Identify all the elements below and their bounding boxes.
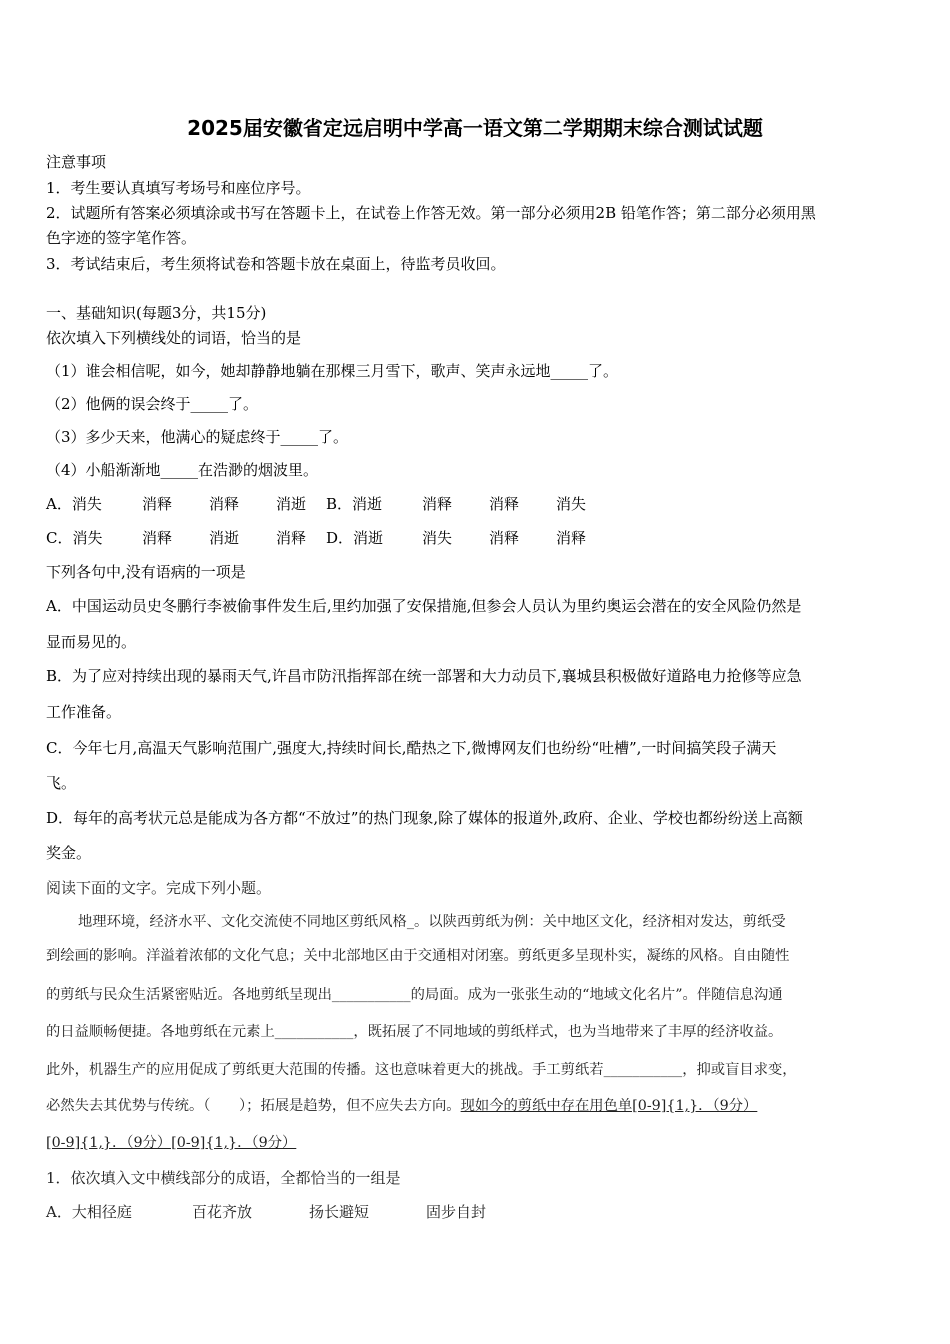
q1-option-a-word: 消逝 <box>276 495 307 513</box>
option-a-word: 扬长避短 <box>309 1203 370 1221</box>
notice-item-2-cont: 色字迹的签字笔作答。 <box>46 229 197 247</box>
q1-sentence-1: （1）谁会相信呢，如今，她却静静地躺在那棵三月雪下，歌声、笑声永远地_____了。 <box>46 362 619 380</box>
q1-option-b-word: 消释 <box>422 495 453 513</box>
q1-option-d: D．消逝 <box>326 529 384 547</box>
q1-option-a: A．消失 <box>46 495 102 513</box>
option-a-word: 固步自封 <box>426 1203 487 1221</box>
reading-paragraph-line: 此外，机器生产的应用促成了剪纸更大范围的传播。这也意味着更大的挑战。手工剪纸若___________，抑或盲目求变， <box>46 1062 797 1078</box>
reading-text: 必然失去其优势与传统。（ ）；拓展是趋势，但不应失去方向。 <box>46 1098 461 1114</box>
q2-stem: 下列各句中,没有语病的一项是 <box>46 563 246 581</box>
q1-option-a-word: 消释 <box>142 495 173 513</box>
q2-option-a-cont: 显而易见的。 <box>46 633 137 651</box>
reading-paragraph-line: 到绘画的影响。洋溢着浓郁的文化气息；关中北部地区由于交通相对闭塞。剪纸更多呈现朴实，凝练的风格。自由随性 <box>46 948 790 964</box>
q1-options-cd <box>46 528 586 548</box>
q2-option-d: D．每年的高考状元总是能成为各方都“不放过”的热门现象,除了媒体的报道外,政府、企业、学校也都纷纷送上高额 <box>46 809 803 827</box>
q2-option-b-cont: 工作准备。 <box>46 703 122 721</box>
q1-option-c: C．消失 <box>46 529 103 547</box>
q2-option-c: C．今年七月,高温天气影响范围广,强度大,持续时间长,酷热之下,微博网友们也纷纷“吐槽”,一时间搞笑段子满天 <box>46 739 777 757</box>
notice-heading: 注意事项 <box>46 153 107 171</box>
q1-sentence-3: （3）多少天来，他满心的疑虑终于_____了。 <box>46 428 349 446</box>
reading-paragraph-line: 的日益顺畅便捷。各地剪纸在元素上___________，既拓展了不同地域的剪纸样式，也为当地带来了丰厚的经济收益。 <box>46 1024 783 1040</box>
q2-option-b: B．为了应对持续出现的暴雨天气,许昌市防汛指挥部在统一部署和大力动员下,襄城县积极做好道路电力抢修等应急 <box>46 667 802 685</box>
q1-option-b: B．消逝 <box>326 495 383 513</box>
placeholder-text: 现如今的剪纸中存在用色单[0-9]{1,}．（9分） <box>460 1098 758 1114</box>
q1-option-d-word: 消释 <box>556 529 587 547</box>
q1-option-d-word: 消失 <box>422 529 453 547</box>
q1-option-c-word: 消释 <box>276 529 307 547</box>
reading-intro: 阅读下面的文字。完成下列小题。 <box>46 879 272 897</box>
q1-option-b-word: 消失 <box>556 495 587 513</box>
reading-paragraph-line: 的剪纸与民众生活紧密贴近。各地剪纸呈现出___________的局面。成为一张张生动的“地域文化名片”。伴随信息沟通 <box>46 987 783 1003</box>
q1-stem: 依次填入下列横线处的词语，恰当的是 <box>46 329 302 347</box>
reading-paragraph-line <box>46 1096 757 1116</box>
reading-question-1: 1．依次填入文中横线部分的成语，全都恰当的一组是 <box>46 1169 401 1187</box>
q1-option-c-word: 消释 <box>142 529 173 547</box>
placeholder-text: [0-9]{1,}．（9分）[0-9]{1,}．（9分） <box>46 1135 297 1151</box>
q2-option-d-cont: 奖金。 <box>46 844 92 862</box>
option-a-word: 百花齐放 <box>192 1203 253 1221</box>
notice-item-3: 3．考试结束后，考生须将试卷和答题卡放在桌面上，待监考员收回。 <box>46 255 506 273</box>
exam-title: 2025届安徽省定远启明中学高一语文第二学期期末综合测试试题 <box>187 116 763 140</box>
q1-option-b-word: 消释 <box>489 495 520 513</box>
option-a-word: A．大相径庭 <box>46 1203 132 1221</box>
reading-q1-option-a <box>46 1202 486 1222</box>
q1-option-a-word: 消释 <box>209 495 240 513</box>
notice-item-2: 2．试题所有答案必须填涂或书写在答题卡上，在试卷上作答无效。第一部分必须用2B 铅笔作答；第二部分必须用黑 <box>46 204 816 222</box>
section-heading: 一、基础知识(每题3分，共15分) <box>46 304 267 322</box>
notice-item-1: 1．考生要认真填写考场号和座位序号。 <box>46 179 311 197</box>
q2-option-c-cont: 飞。 <box>46 774 77 792</box>
q2-option-a: A．中国运动员史冬鹏行李被偷事件发生后,里约加强了安保措施,但参会人员认为里约奥运会潜在的安全风险仍然是 <box>46 597 802 615</box>
q1-option-c-word: 消逝 <box>209 529 240 547</box>
q1-sentence-2: （2）他俩的误会终于_____了。 <box>46 395 259 413</box>
reading-paragraph-line: 地理环境，经济水平、文化交流使不同地区剪纸风格_。以陕西剪纸为例：关中地区文化，经济相对发达，剪纸受 <box>78 914 786 930</box>
q1-option-d-word: 消释 <box>489 529 520 547</box>
q1-sentence-4: （4）小船渐渐地_____在浩渺的烟波里。 <box>46 461 319 479</box>
q1-options-ab <box>46 494 586 514</box>
